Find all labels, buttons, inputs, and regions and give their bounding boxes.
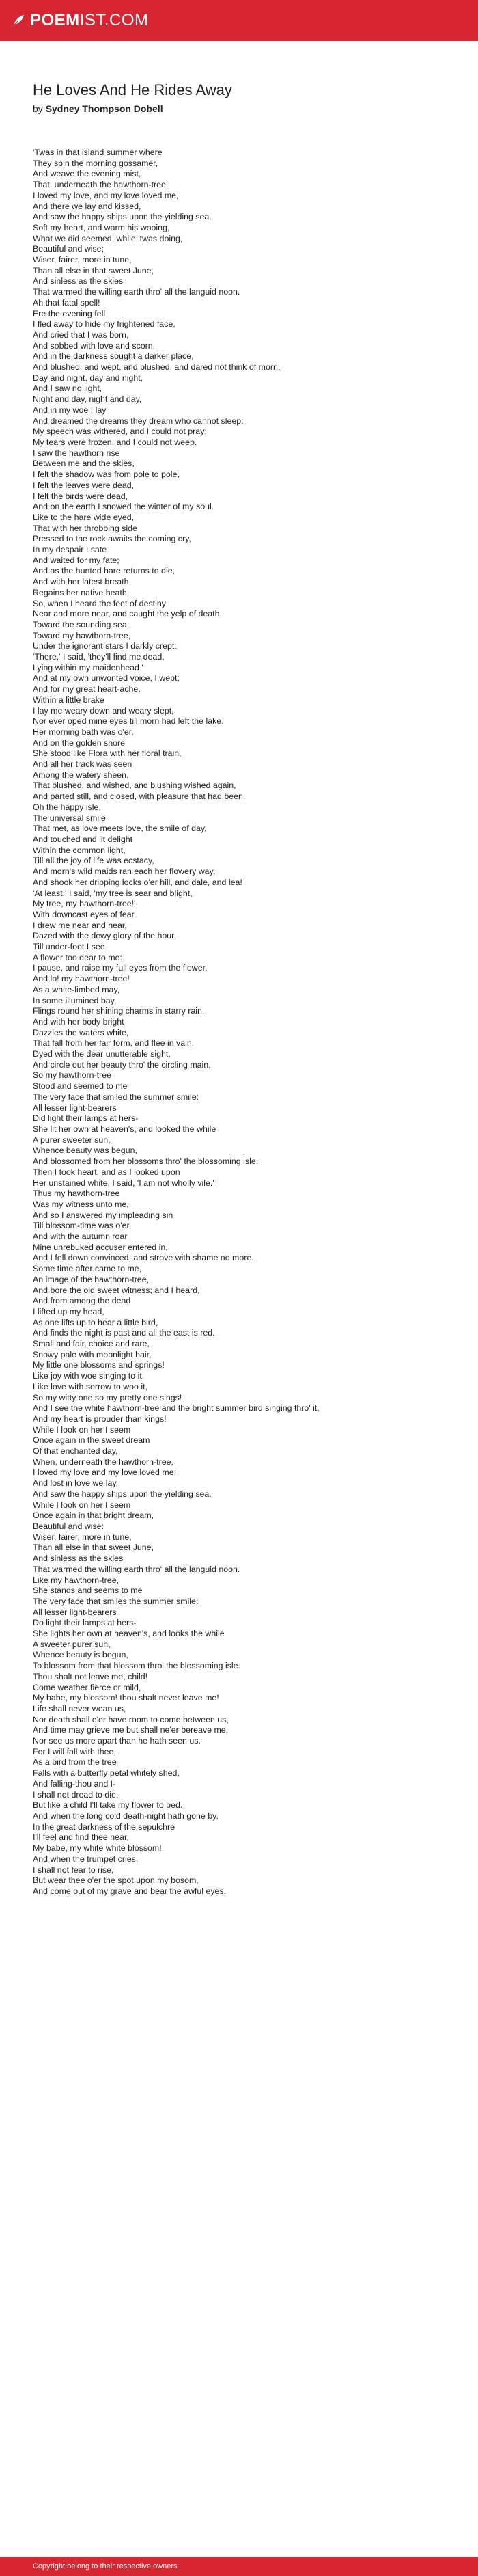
poem-line: Thou shalt not leave me, child! — [33, 1671, 148, 1681]
poem-line: While I look on her I seem — [33, 1500, 131, 1510]
poem-line: I shall not fear to rise, — [33, 1865, 114, 1875]
poem-line: Her unstained white, I said, 'I am not wholly vile.' — [33, 1178, 214, 1188]
poem-line: Pressed to the rock awaits the coming cry, — [33, 534, 191, 544]
poem-line: Of that enchanted day, — [33, 1446, 118, 1456]
poem-line: And time may grieve me but shall ne'er bereave me, — [33, 1725, 229, 1735]
poem-line: Among the watery sheen, — [33, 770, 129, 780]
poem-line: My babe, my white white blossom! — [33, 1843, 162, 1854]
poem-line: And circle out her beauty thro' the circling main, — [33, 1059, 211, 1070]
poem-line: Day and night, day and night, — [33, 372, 143, 383]
poem-line: And finds the night is past and all the east is red. — [33, 1328, 215, 1338]
poem-line: She lit her own at heaven's, and looked the while — [33, 1124, 216, 1134]
poem-line: I fled away to hide my frightened face, — [33, 319, 175, 329]
poem-line: While I look on her I seem — [33, 1424, 131, 1435]
poem-line: Ah that fatal spell! — [33, 297, 100, 308]
poem-body — [33, 148, 449, 1897]
poem-line: Wiser, fairer, more in tune, — [33, 255, 132, 265]
poem-line: And with the autumn roar — [33, 1232, 128, 1242]
poem-line: And falling-thou and I- — [33, 1778, 116, 1789]
poem-line: Till blossom-time was o'er, — [33, 1221, 132, 1231]
poem-line: And in the darkness sought a darker place, — [33, 351, 194, 362]
poem-line: And touched and lit delight — [33, 835, 133, 844]
poem-line: I loved my love and my love loved me: — [33, 1467, 177, 1478]
poem-line: I loved my love, and my love loved me, — [33, 190, 179, 200]
poem-line: Till all the joy of life was ecstacy, — [33, 856, 154, 866]
poem-line: Falls with a butterfly petal whitely shed, — [33, 1768, 180, 1778]
poem-line: Night and day, night and day, — [33, 394, 142, 405]
poem-line: Life shall never wean us, — [33, 1703, 126, 1713]
poem-line: Small and fair, choice and rare, — [33, 1339, 150, 1349]
poem-line: And shook her dripping locks o'er hill, and dale, and lea! — [33, 877, 242, 887]
poem-line: And for my great heart-ache, — [33, 684, 141, 694]
poem-line: And bore the old sweet witness; and I heard, — [33, 1285, 200, 1295]
poem-line: My tears were frozen, and I could not weep. — [33, 437, 197, 447]
poem-line: Flings round her shining charms in starry rain, — [33, 1006, 205, 1016]
site-logo-link[interactable] — [11, 11, 149, 30]
poem-line: That warmed the willing earth thro' all the languid noon. — [33, 287, 240, 297]
poem-line: 'At least,' I said, 'my tree is sear and blight, — [33, 888, 193, 898]
poem-line: And when the long cold death-night hath gone by, — [33, 1811, 219, 1821]
poem-line: And my heart is prouder than kings! — [33, 1413, 167, 1424]
poem-line: And at my own unwonted voice, I wept; — [33, 673, 180, 683]
poem-line: Whence beauty was begun, — [33, 1145, 137, 1156]
poem-line: Whence beauty is begun, — [33, 1650, 128, 1660]
poem-line: And lost in love we lay, — [33, 1478, 119, 1489]
poem-line: Like joy with woe singing to it, — [33, 1371, 145, 1381]
poem-line: Thus my hawthorn-tree — [33, 1189, 120, 1199]
poem-line: That met, as love meets love, the smile of day, — [33, 824, 207, 834]
poem-line: I pause, and raise my full eyes from the flower, — [33, 963, 208, 973]
poem-line: The very face that smiles the summer smile: — [33, 1596, 199, 1606]
poem-line: 'There,' I said, 'they'll find me dead, — [33, 652, 165, 662]
poem-line: And there we lay and kissed, — [33, 201, 141, 211]
poem-line: Her morning bath was o'er, — [33, 727, 134, 737]
poem-line: Like to the hare wide eyed, — [33, 512, 135, 522]
poem-byline — [33, 103, 449, 115]
poem-line: A sweeter purer sun, — [33, 1639, 111, 1649]
poem-line: That with her throbbing side — [33, 523, 137, 533]
poem-line: Than all else in that sweet June, — [33, 265, 154, 275]
poem-line: I felt the leaves were dead, — [33, 480, 135, 490]
poem-line: So my witty one so my pretty one sings! — [33, 1392, 182, 1402]
site-header — [0, 0, 478, 41]
poem-line: Come weather fierce or mild, — [33, 1682, 141, 1692]
poem-line: In some illumined bay, — [33, 995, 117, 1005]
poem-line: Regains her native heath, — [33, 587, 130, 597]
poem-line: So, when I heard the feet of destiny — [33, 598, 166, 608]
poem-line: Then I took heart, and as I looked upon — [33, 1167, 180, 1177]
poem-line: That warmed the willing earth thro' all the languid noon. — [33, 1564, 240, 1574]
poem-line: In my despair I sate — [33, 545, 107, 555]
quill-icon — [11, 13, 26, 28]
poem-line: And as the hunted hare returns to die, — [33, 566, 175, 576]
poem-line: With downcast eyes of fear — [33, 909, 135, 919]
poem-line: And lo! my hawthorn-tree! — [33, 974, 130, 984]
poem-line: All lesser light-bearers — [33, 1607, 117, 1617]
poem-line: That fall from her fair form, and flee in vain, — [33, 1038, 195, 1048]
poem-line: That blushed, and wished, and blushing wished again, — [33, 781, 236, 791]
poem-line: A flower too dear to me: — [33, 952, 122, 962]
poem-line: And cried that I was born, — [33, 329, 129, 340]
by-label: by — [33, 103, 43, 114]
poem-line: My tree, my hawthorn-tree!' — [33, 899, 136, 909]
poem-line: She lights her own at heaven's, and looks the while — [33, 1629, 225, 1639]
poem-line: Than all else in that sweet June, — [33, 1543, 154, 1553]
poem-line: And weave the evening mist, — [33, 169, 141, 179]
poem-line: The universal smile — [33, 813, 106, 823]
poem-line: I lifted up my head, — [33, 1306, 104, 1316]
poem-line: And morn's wild maids ran each her flowery way, — [33, 867, 216, 877]
poem-line: An image of the hawthorn-tree, — [33, 1274, 150, 1284]
site-footer — [0, 2557, 478, 2576]
poem-line: Nor see us more apart than he hath seen us. — [33, 1736, 201, 1746]
poem-line: And I see the white hawthorn-tree and the bright summer bird singing thro' it, — [33, 1403, 320, 1413]
poem-line: Ere the evening fell — [33, 308, 106, 318]
poem-line: I drew me near and near, — [33, 920, 127, 930]
poem-line: Stood and seemed to me — [33, 1081, 128, 1092]
poem-line: Mine unrebuked accuser entered in, — [33, 1242, 168, 1252]
poem-line: To blossom from that blossom thro' the blossoming isle. — [33, 1661, 240, 1671]
poem-line: Like my hawthorn-tree, — [33, 1575, 120, 1585]
poem-line: She stands and seems to me — [33, 1586, 143, 1596]
poem-line: Within the common light, — [33, 845, 126, 855]
poem-line: And sinless as the skies — [33, 1554, 124, 1564]
poem-line: What we did seemed, while 'twas doing, — [33, 233, 183, 243]
poem-line: Nor ever oped mine eyes till morn had left the lake. — [33, 716, 224, 727]
poem-line: 'Twas in that island summer where — [33, 148, 163, 157]
author-link[interactable]: Sydney Thompson Dobell — [45, 103, 163, 114]
poem-line: And when the trumpet cries, — [33, 1854, 139, 1864]
poem-line: Dyed with the dear unutterable sight, — [33, 1049, 171, 1059]
poem-line: So my hawthorn-tree — [33, 1070, 112, 1081]
poem-line: And with her latest breath — [33, 577, 129, 587]
poem-line: Some time after came to me, — [33, 1264, 142, 1274]
poem-line: My speech was withered, and I could not pray; — [33, 426, 207, 437]
poem-line: As a white-limbed may, — [33, 984, 120, 994]
poem-line: Beautiful and wise; — [33, 244, 104, 254]
poem-line: And sobbed with love and scorn, — [33, 340, 156, 351]
poem-line: Did light their lamps at hers- — [33, 1113, 139, 1124]
poem-line: And saw the happy ships upon the yielding sea. — [33, 212, 212, 222]
poem-line: And I saw no light, — [33, 383, 102, 394]
poem-line: And sinless as the skies — [33, 276, 124, 286]
poem-line: And saw the happy ships upon the yielding sea. — [33, 1489, 212, 1499]
poem-line: My little one blossoms and springs! — [33, 1360, 165, 1370]
poem-line: And come out of my grave and bear the awful eyes. — [33, 1886, 227, 1896]
poem-line: As one lifts up to hear a little bird, — [33, 1317, 158, 1327]
poem-line: And blushed, and wept, and blushed, and dared not think of morn. — [33, 362, 281, 372]
logo-text-strong: POEM — [30, 11, 80, 29]
poem-line: I felt the birds were dead, — [33, 491, 128, 501]
poem-line: They spin the morning gossamer, — [33, 158, 158, 168]
poem-line: Once again in that bright dream, — [33, 1510, 154, 1521]
poem-line: As a bird from the tree — [33, 1757, 117, 1767]
poem-line: I saw the hawthorn rise — [33, 448, 120, 458]
poem-line: And so I answered my impleading sin — [33, 1210, 173, 1220]
poem-line: In the great darkness of the sepulchre — [33, 1821, 175, 1832]
poem-line: Near and more near, and caught the yelp of death, — [33, 609, 222, 619]
poem-line: Soft my heart, and warm his wooing, — [33, 222, 170, 232]
poem-line: When, underneath the hawthorn-tree, — [33, 1456, 173, 1467]
poem-line: The very face that smiled the summer smile: — [33, 1092, 199, 1102]
poem-line: Dazed with the dewy glory of the hour, — [33, 931, 177, 941]
poem-line: Wiser, fairer, more in tune, — [33, 1532, 132, 1542]
poem-line: Within a little brake — [33, 694, 104, 705]
poem-line: And on the golden shore — [33, 737, 126, 748]
poem-line: And in my woe I lay — [33, 405, 107, 415]
poem-line: Toward my hawthorn-tree, — [33, 630, 131, 640]
poem-line: And on the earth I snowed the winter of my soul. — [33, 502, 214, 512]
poem-line: But wear thee o'er the spot upon my bosom, — [33, 1875, 199, 1886]
poem-line: Do light their lamps at hers- — [33, 1618, 137, 1628]
poem-line: Nor death shall e'er have room to come between us, — [33, 1714, 229, 1724]
poem-line: I shall not dread to die, — [33, 1789, 119, 1800]
poem-line: And dreamed the dreams they dream who cannot sleep: — [33, 416, 244, 426]
poem-line: And with her body bright — [33, 1016, 124, 1027]
poem-line: Under the ignorant stars I darkly crept: — [33, 641, 177, 651]
poem-line: Like love with sorrow to woo it, — [33, 1381, 148, 1392]
poem-line: I'll feel and find thee near, — [33, 1832, 129, 1843]
poem-line: Oh the happy isle, — [33, 802, 101, 812]
poem-line: For I will fall with thee, — [33, 1746, 116, 1757]
poem-line: I felt the shadow was from pole to pole, — [33, 470, 180, 480]
poem-line: And parted still, and closed, with pleasure that had been. — [33, 791, 246, 802]
poem-line: Once again in the sweet dream — [33, 1435, 150, 1446]
copyright-text: Copyright belong to their respective owners. — [33, 2562, 180, 2571]
poem-line: Dazzles the waters white, — [33, 1027, 129, 1038]
poem-line: Was my witness unto me, — [33, 1199, 129, 1209]
logo-text-light: IST.COM — [79, 11, 149, 29]
poem-line: And from among the dead — [33, 1296, 131, 1306]
poem-line: All lesser light-bearers — [33, 1102, 117, 1113]
poem-line: And blossomed from her blossoms thro' the blossoming isle. — [33, 1156, 259, 1167]
poem-line: And waited for my fate; — [33, 555, 120, 565]
poem-line: But like a child I'll take my flower to bed. — [33, 1800, 183, 1811]
poem-line: Beautiful and wise: — [33, 1521, 104, 1531]
poem-line: And I fell down convinced, and strove with shame no more. — [33, 1253, 254, 1263]
poem-line: A purer sweeter sun, — [33, 1135, 111, 1145]
poem-line: And all her track was seen — [33, 759, 132, 770]
poem-title: He Loves And He Rides Away — [33, 81, 232, 98]
poem-line: My babe, my blossom! thou shalt never leave me! — [33, 1693, 219, 1703]
poem-content — [33, 81, 449, 1897]
poem-line: Till under-foot I see — [33, 942, 105, 952]
poem-line: Lying within my maidenhead.' — [33, 662, 143, 673]
poem-line: Between me and the skies, — [33, 459, 135, 469]
poem-line: That, underneath the hawthorn-tree, — [33, 180, 169, 190]
poem-line: I lay me weary down and weary slept, — [33, 705, 174, 716]
poem-line: Toward the sounding sea, — [33, 619, 130, 629]
poem-line: She stood like Flora with her floral train, — [33, 748, 182, 759]
poem-line: Snowy pale with moonlight hair, — [33, 1349, 152, 1359]
